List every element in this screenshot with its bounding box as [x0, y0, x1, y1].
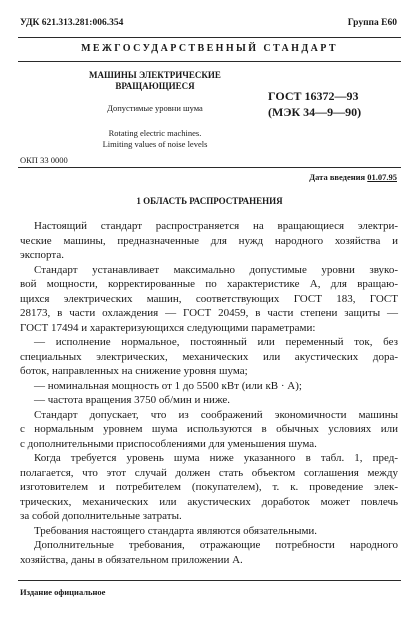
body-line: трических, механических или акустических доработок может повлечь — [20, 495, 398, 508]
title-en-line2: Limiting values of noise levels — [102, 139, 208, 149]
body-text — [20, 219, 398, 567]
title-block — [60, 70, 250, 150]
body-line: Стандарт устанавливает максимально допустимые уровни звуко- — [34, 263, 398, 276]
body-line: боток, направленных на снижение уровня шума; — [20, 365, 248, 377]
effective-date-value: 01.07.95 — [367, 172, 397, 182]
body-line: ческие машины, предназначенные для нужд народного хозяйства и — [20, 234, 398, 247]
group-code: Группа Е60 — [347, 18, 397, 28]
body-line: изготовителем и потребителем (покупателем), т. к. проведение элек- — [20, 481, 398, 493]
body-line: Стандарт допускает, что из соображений экономичности машины — [34, 408, 398, 421]
body-line: экспорта. — [20, 249, 64, 261]
effective-date — [309, 172, 397, 182]
body-line: — частота вращения 3750 об/мин и ниже. — [34, 394, 231, 406]
okp-code: ОКП 33 0000 — [20, 155, 68, 165]
body-line: хозяйства, даны в обязательном приложении А. — [20, 553, 243, 566]
title-en-line1: Rotating electric machines. — [108, 128, 202, 138]
body-line: с дополнительными приспособлениями для уменьшения шума. — [20, 437, 317, 450]
header-rule — [18, 61, 401, 62]
standard-title: МЕЖГОСУДАРСТВЕННЫЙ СТАНДАРТ — [81, 43, 338, 54]
body-line: ГОСТ 17494 и характеризующихся следующими параметрами: — [20, 321, 316, 334]
title-ru-line2: ВРАЩАЮЩИЕСЯ — [115, 81, 195, 91]
title-ru-line1: МАШИНЫ ЭЛЕКТРИЧЕСКИЕ — [89, 70, 221, 80]
body-line: специальных электрических, механических или акустических дора- — [20, 350, 398, 363]
top-rule — [18, 37, 401, 38]
body-line: полагается, что этот случай должен стать объектом соглашения между — [20, 466, 398, 479]
iec-number: (МЭК 34—9—90) — [268, 105, 362, 119]
okp-rule — [18, 167, 401, 168]
body-line: вой мощности, корректированные по характеристике А, для вращаю- — [20, 278, 398, 290]
body-line: с нормальным уровнем шума используются в обычных условиях или — [20, 423, 398, 435]
subtitle-ru: Допустимые уровни шума — [107, 103, 203, 113]
body-line: щихся электрических машин, соответствующих ГОСТ 183, ГОСТ — [20, 292, 398, 305]
body-line: Когда требуется уровень шума ниже указанного в табл. 1, пред- — [34, 452, 398, 464]
gost-number-block — [268, 88, 361, 120]
body-line: Настоящий стандарт распространяется на вращающиеся электри- — [34, 220, 398, 232]
section-title: 1 ОБЛАСТЬ РАСПРОСТРАНЕНИЯ — [136, 196, 283, 206]
body-line: 28173, в части охлаждения — ГОСТ 20459, в части степени защиты — — [20, 307, 398, 319]
gost-number: ГОСТ 16372—93 — [268, 89, 359, 103]
edition-note: Издание официальное — [20, 587, 106, 597]
udk-code: УДК 621.313.281:006.354 — [20, 18, 124, 28]
body-line: за собой дополнительные затраты. — [20, 510, 182, 522]
footer-rule — [18, 580, 401, 581]
body-line: Требования настоящего стандарта являются обязательными. — [34, 524, 318, 537]
effective-date-label: Дата введения — [309, 172, 368, 182]
body-line: — номинальная мощность от 1 до 5500 кВт (или кВ · А); — [34, 379, 302, 392]
body-line: — исполнение нормальное, постоянный или переменный ток, без — [34, 336, 398, 348]
body-line: Дополнительные требования, отражающие потребности народного — [34, 539, 398, 551]
